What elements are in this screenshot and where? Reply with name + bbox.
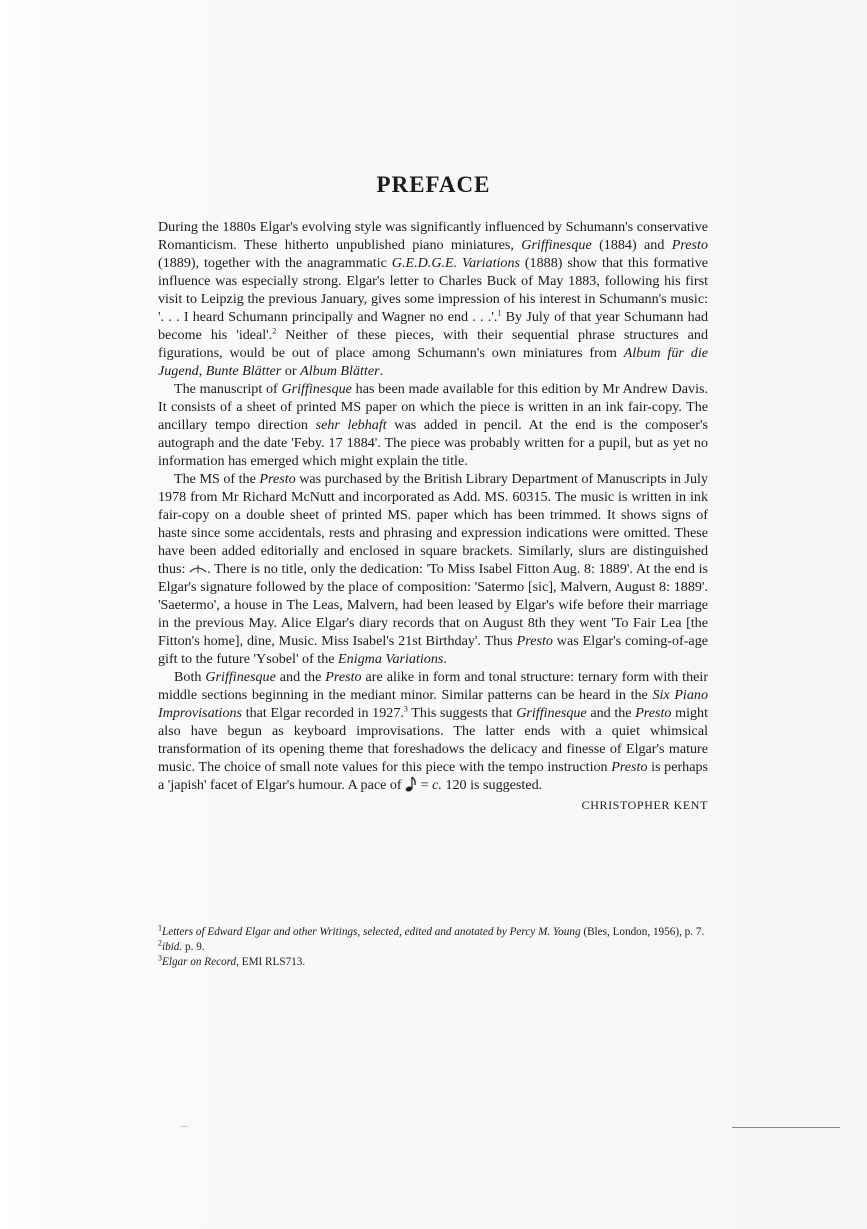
footnote-3: $^3$Elgar on Record, EMI RLS713. [158,953,306,968]
footnote-2: $^2$ibid. p. 9. [158,938,205,953]
paragraph-4: Both Griffinesque and the Presto are alike in form and tonal structure: ternary form with their middle sections beginning in the mediant minor. Similar patterns can be heard in the Six Piano Improvisations that Elgar recorded in 1927.$^3$ This suggests that Griffinesque and the Presto might also have begun as keyboard improvisations. The latter ends with a quiet whimsical transformation of its opening theme that foreshadows the delicacy and finesse of Elgar's mature music. The choice of small note values for this piece with the tempo instruction Presto is perhaps a 'japish' facet of Elgar's humour. A pace of = c. 120 is suggested. [158,669,709,793]
paragraph-3: The MS of the Presto was purchased by the British Library Department of Manuscripts in July 1978 from Mr Richard McNutt and incorporated as Add. MS. 60315. The music is written in ink fair-copy on a double sheet of printed MS. paper which has been trimmed. It shows signs of haste since some accidentals, rests and phrasing and expression indications were omitted. These have been added editorially and enclosed in square brackets. Similarly, slurs are distinguished thus: . There is no title, only the dedication: 'To Miss Isabel Fitton Aug. 8: 1889'. At the end is Elgar's signature followed by the place of composition: 'Satermo [sic], Malvern, August 8: 1889'. 'Saetermo', a house in The Leas, Malvern, had been leased by Elgar's wife before their marriage in the previous May. Alice Elgar's diary records that on August 8th they went 'To Fair Lea [the Fitton's home], dine, Music. Miss Isabel's 21st Birthday'. Thus Presto was Elgar's coming-of-age gift to the future 'Ysobel' of the Enigma Variations. [158,471,709,667]
footnotes [158,925,718,970]
footnote-ref-1: 1 [497,308,502,318]
paragraph-1: During the 1880s Elgar's evolving style was significantly influenced by Schumann's conservative Romanticism. These hitherto unpublished piano miniatures, Griffinesque (1884) and Presto (1889), together with the anagrammatic G.E.D.G.E. Variations (1888) show that this formative influence was especially strong. Elgar's letter to Charles Buck of May 1883, following his first visit to Leipzig the previous January, gives some impression of his interest in Schumann's music: '. . . I heard Schumann principally and Wagner no end . . .'.$^1$ By July of that year Schumann had become his 'ideal'.$^2$ Neither of these pieces, with their sequential phrase structures and figurations, would be out of place among Schumann's own miniatures from Album für die Jugend, Bunte Blätter or Album Blätter. [158,219,708,379]
footnote-ref-2: 2 [272,326,277,336]
page-title: PREFACE [376,172,491,197]
dashed-slur-icon [189,564,207,574]
paragraph-2: The manuscript of Griffinesque has been made available for this edition by Mr Andrew Davis. It consists of a sheet of printed MS paper on which the piece is written in an ink fair-copy. The ancillary tempo direction sehr lebhaft was added in pencil. At the end is the composer's autograph and the date 'Feby. 17 1884'. The piece was probably written for a pupil, but as yet no information has emerged which might explain the title. [158,381,708,469]
preface-body [158,218,708,814]
author-signature: CHRISTOPHER KENT [581,798,708,812]
scan-rule-line [732,1127,840,1128]
eighth-note-icon [405,776,417,792]
footnote-ref-3: 3 [403,704,408,714]
scan-mark [180,1126,188,1127]
footnote-1: $^1$Letters of Edward Elgar and other Writings, selected, edited and anotated by Percy M. Young (Bles, London, 1956), p. 7. [158,923,705,938]
